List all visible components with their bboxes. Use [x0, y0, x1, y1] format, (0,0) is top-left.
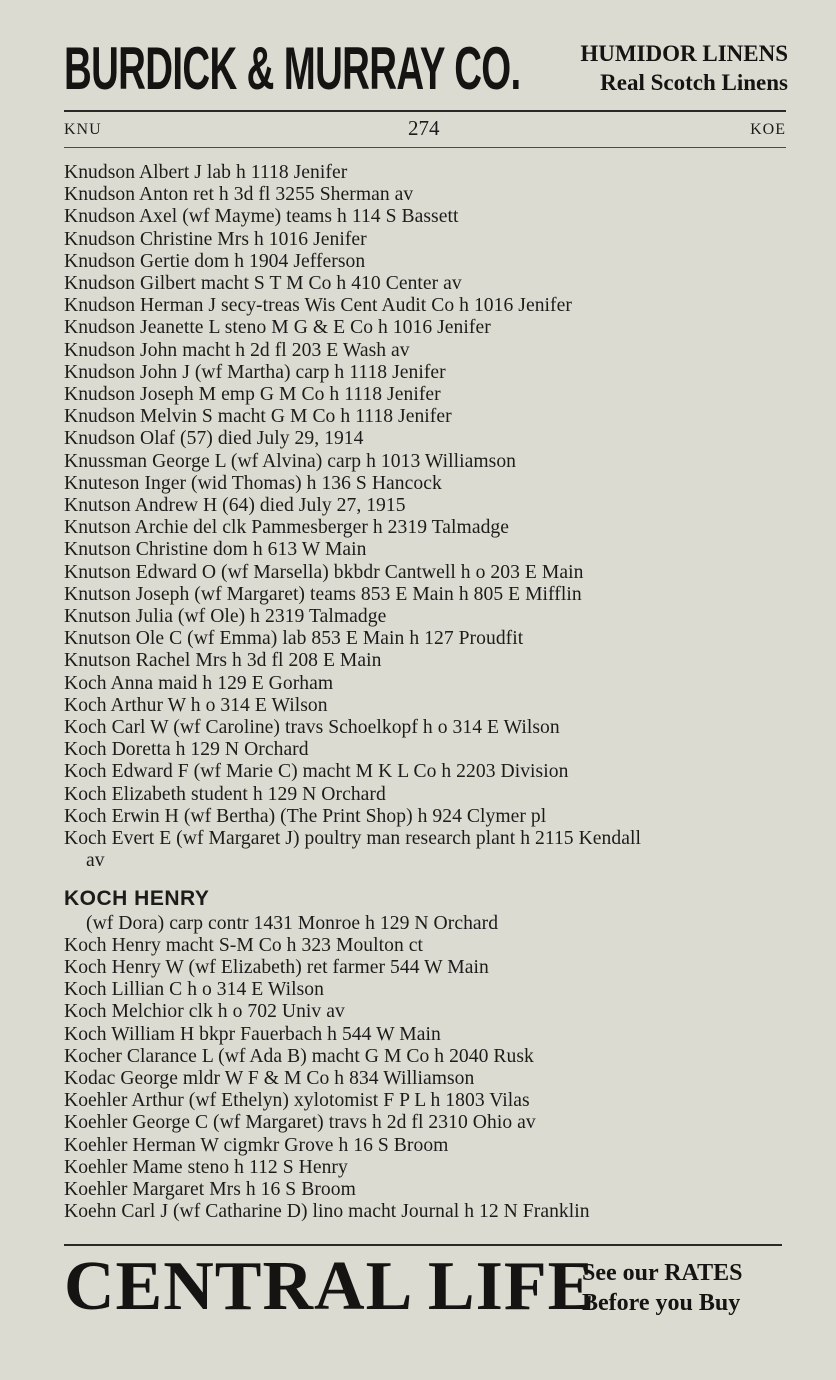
entry-list-a [64, 162, 788, 828]
directory-entry: Knudson Herman J secy-treas Wis Cent Audit Co h 1016 Jenifer [64, 295, 572, 317]
directory-entry: Koch Anna maid h 129 E Gorham [64, 672, 334, 694]
directory-entry: Koch William H bkpr Fauerbach h 544 W Main [64, 1023, 441, 1045]
section-detail: (wf Dora) carp contr 1431 Monroe h 129 N Orchard [86, 912, 499, 934]
directory-entry: Koch Melchior clk h o 702 Univ av [64, 1001, 345, 1023]
directory-entry: Knudson John macht h 2d fl 203 E Wash av [64, 339, 410, 361]
directory-entry: Koch Doretta h 129 N Orchard [64, 739, 309, 761]
directory-entry: Knudson Albert J lab h 1118 Jenifer [64, 162, 348, 183]
directory-entry: Koch Henry W (wf Elizabeth) ret farmer 544 W Main [64, 956, 489, 978]
directory-entry: Koehler Margaret Mrs h 16 S Broom [64, 1178, 356, 1200]
directory-entry: Knutson Christine dom h 613 W Main [64, 539, 367, 561]
directory-entry: Koch Edward F (wf Marie C) macht M K L Co h 2203 Division [64, 761, 569, 783]
guide-word-right: KOE [750, 121, 786, 138]
directory-entry: Koehler Arthur (wf Ethelyn) xylotomist F P L h 1803 Vilas [64, 1090, 530, 1112]
directory-entry: Koehler Herman W cigmkr Grove h 16 S Broom [64, 1134, 449, 1156]
page-number: 274 [408, 116, 440, 140]
directory-entry: Koch Henry macht S-M Co h 323 Moulton ct [64, 934, 424, 956]
directory-entry: Knutson Archie del clk Pammesberger h 2319 Talmadge [64, 517, 510, 539]
running-head-rule [64, 147, 786, 148]
footer-rule [64, 1244, 782, 1246]
directory-entry [64, 828, 788, 872]
directory-entry: Koehler Mame steno h 112 S Henry [64, 1156, 348, 1178]
ad-tagline-line1: HUMIDOR LINENS [580, 41, 788, 66]
ad-tagline-line2: Real Scotch Linens [600, 70, 788, 95]
directory-entry: Knudson Joseph M emp G M Co h 1118 Jenifer [64, 384, 441, 406]
ad-brand-name: CENTRAL LIFE [64, 1248, 596, 1325]
directory-entry: Koehn Carl J (wf Catharine D) lino macht Journal h 12 N Franklin [64, 1201, 590, 1223]
directory-entry: Koehler George C (wf Margaret) travs h 2d fl 2310 Ohio av [64, 1112, 536, 1134]
directory-entry: Knudson Jeanette L steno M G & E Co h 1016 Jenifer [64, 317, 491, 339]
directory-entry: Knutson Edward O (wf Marsella) bkbdr Cantwell h o 203 E Main [64, 561, 584, 583]
entry-text: Koch Evert E (wf Margaret J) poultry man research plant h 2115 Kendall [64, 828, 641, 850]
ad-tagline [580, 40, 788, 98]
directory-entry: Knudson Christine Mrs h 1016 Jenifer [64, 228, 367, 250]
top-advertisement [64, 36, 788, 102]
running-head [64, 116, 786, 144]
directory-entry: Knudson Gertie dom h 1904 Jefferson [64, 250, 366, 272]
directory-entry: Knudson Olaf (57) died July 29, 1914 [64, 428, 364, 450]
directory-entry: Knussman George L (wf Alvina) carp h 1013 Williamson [64, 450, 517, 472]
entry-continuation: av [86, 850, 105, 872]
directory-entry: Koch Arthur W h o 314 E Wilson [64, 694, 328, 716]
directory-entry: Knudson Anton ret h 3d fl 3255 Sherman av [64, 184, 414, 206]
directory-entry: Kocher Clarance L (wf Ada B) macht G M Co h 2040 Rusk [64, 1045, 534, 1067]
directory-entry: Knudson Melvin S macht G M Co h 1118 Jenifer [64, 406, 452, 428]
header-rule [64, 110, 786, 112]
ad-tagline-line1: See our RATES [582, 1260, 743, 1286]
ad-brand-name: BURDICK & MURRAY CO. [64, 35, 521, 102]
directory-entry: Knutson Joseph (wf Margaret) teams 853 E Main h 805 E Mifflin [64, 583, 582, 605]
ad-tagline-line2: Before you Buy [582, 1290, 741, 1316]
directory-entry: Koch Lillian C h o 314 E Wilson [64, 979, 324, 1001]
directory-entry: Knutson Rachel Mrs h 3d fl 208 E Main [64, 650, 382, 672]
ad-tagline [582, 1258, 786, 1318]
directory-entry: Knuteson Inger (wid Thomas) h 136 S Hancock [64, 472, 442, 494]
directory-entry: Kodac George mldr W F & M Co h 834 Williamson [64, 1067, 475, 1089]
guide-word-left: KNU [64, 121, 102, 138]
directory-entry: Koch Elizabeth student h 129 N Orchard [64, 783, 386, 805]
directory-entry: Knutson Andrew H (64) died July 27, 1915 [64, 495, 406, 517]
directory-entry: Knutson Ole C (wf Emma) lab 853 E Main h 127 Proudfit [64, 628, 524, 650]
section-heading: KOCH HENRY [64, 886, 210, 910]
directory-entry: Knutson Julia (wf Ole) h 2319 Talmadge [64, 606, 387, 628]
entry-list-b [64, 935, 788, 1224]
bottom-advertisement [64, 1248, 786, 1325]
directory-entry: Koch Erwin H (wf Bertha) (The Print Shop) h 924 Clymer pl [64, 805, 547, 827]
directory-entry: Knudson Gilbert macht S T M Co h 410 Center av [64, 273, 462, 295]
directory-entries [64, 162, 788, 1223]
directory-entry: Knudson John J (wf Martha) carp h 1118 Jenifer [64, 361, 446, 383]
directory-entry: Koch Carl W (wf Caroline) travs Schoelkopf h o 314 E Wilson [64, 717, 560, 739]
directory-entry: Knudson Axel (wf Mayme) teams h 114 S Bassett [64, 206, 459, 228]
